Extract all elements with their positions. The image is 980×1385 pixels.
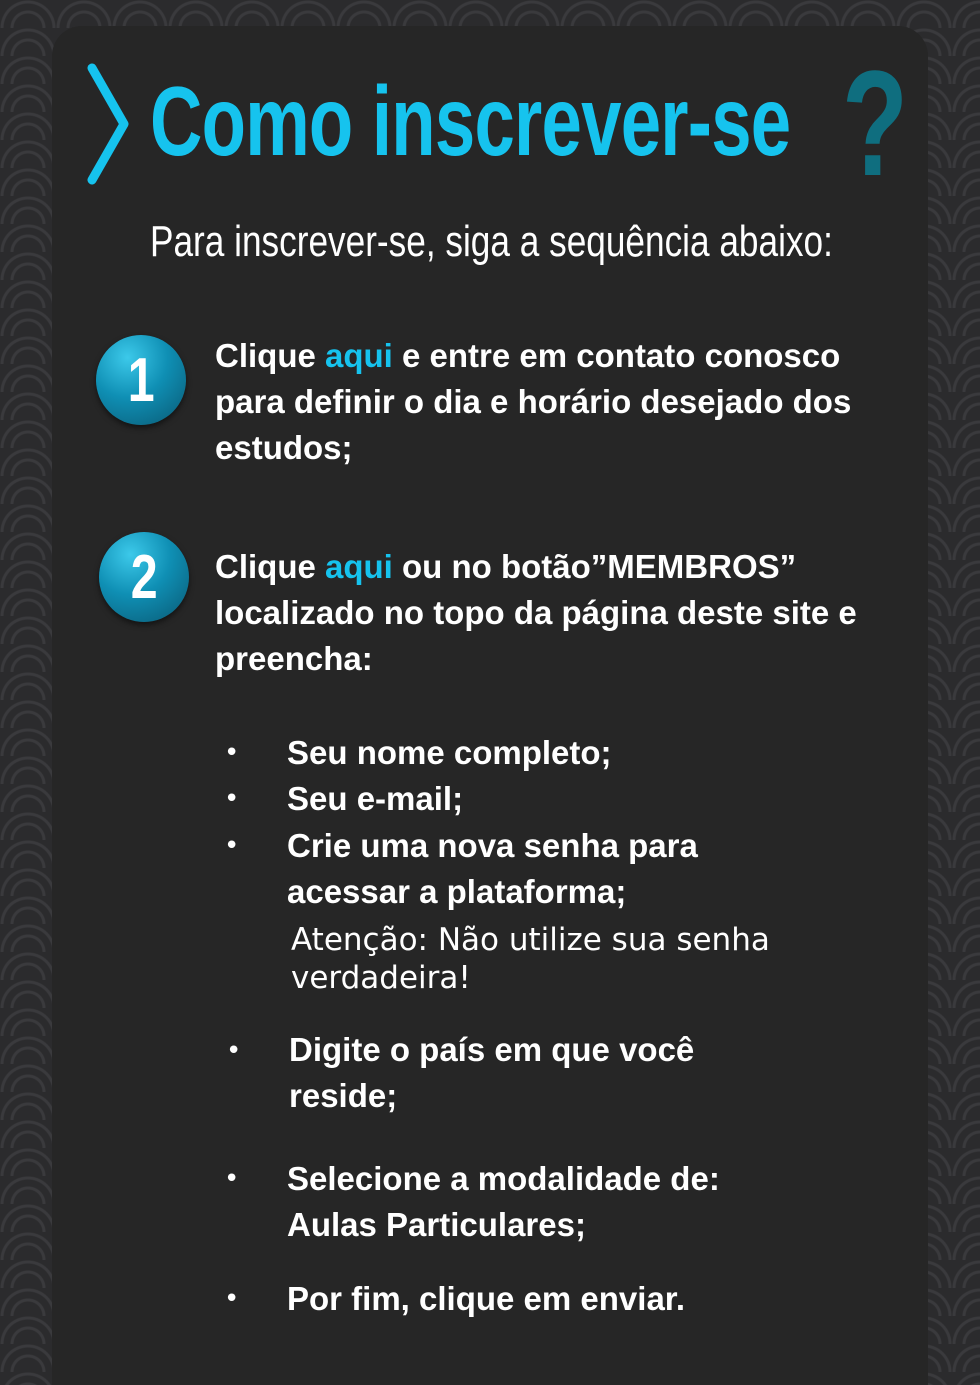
list-item-password: Crie uma nova senha para acessar a plataforma; [287, 827, 698, 910]
password-warning: Atenção: Não utilize sua senha verdadeira! [291, 922, 770, 996]
list-item-country: Digite o país em que você reside; [289, 1031, 695, 1114]
bullet-icon: • [224, 1284, 240, 1314]
bullet-icon: • [224, 831, 240, 861]
step-1-badge [96, 335, 186, 425]
step-2-number: 2 [130, 542, 158, 612]
bullet-icon: • [224, 738, 240, 768]
step-2-prefix: Clique [215, 548, 326, 585]
question-mark-icon: ? [842, 39, 908, 207]
step-1-prefix: Clique [215, 337, 326, 374]
step-1-text [215, 333, 895, 471]
list-item-modality: Selecione a modalidade de: Aulas Particulares; [287, 1160, 720, 1243]
step-2-text [215, 544, 895, 682]
list-item-email: Seu e-mail; [287, 780, 464, 817]
step-2-link[interactable]: aqui [325, 548, 393, 585]
list-item-name: Seu nome completo; [287, 734, 612, 771]
chevron-right-icon [82, 62, 134, 186]
step-1-suffix: e entre em contato conosco para definir o dia e horário desejado dos estudos; [215, 337, 852, 466]
bullet-icon: • [224, 784, 240, 814]
step-1-number: 1 [127, 345, 155, 415]
page-title: Como inscrever-se [150, 66, 791, 176]
list-item-submit: Por fim, clique em enviar. [287, 1280, 685, 1317]
bullet-icon: • [226, 1036, 242, 1066]
step-1-link[interactable]: aqui [325, 337, 393, 374]
page-subtitle: Para inscrever-se, siga a sequência abaixo: [150, 217, 833, 266]
step-2-suffix: ou no botão”MEMBROS” localizado no topo da página deste site e preencha: [215, 548, 857, 677]
step-2-badge [99, 532, 189, 622]
bullet-icon: • [224, 1164, 240, 1194]
